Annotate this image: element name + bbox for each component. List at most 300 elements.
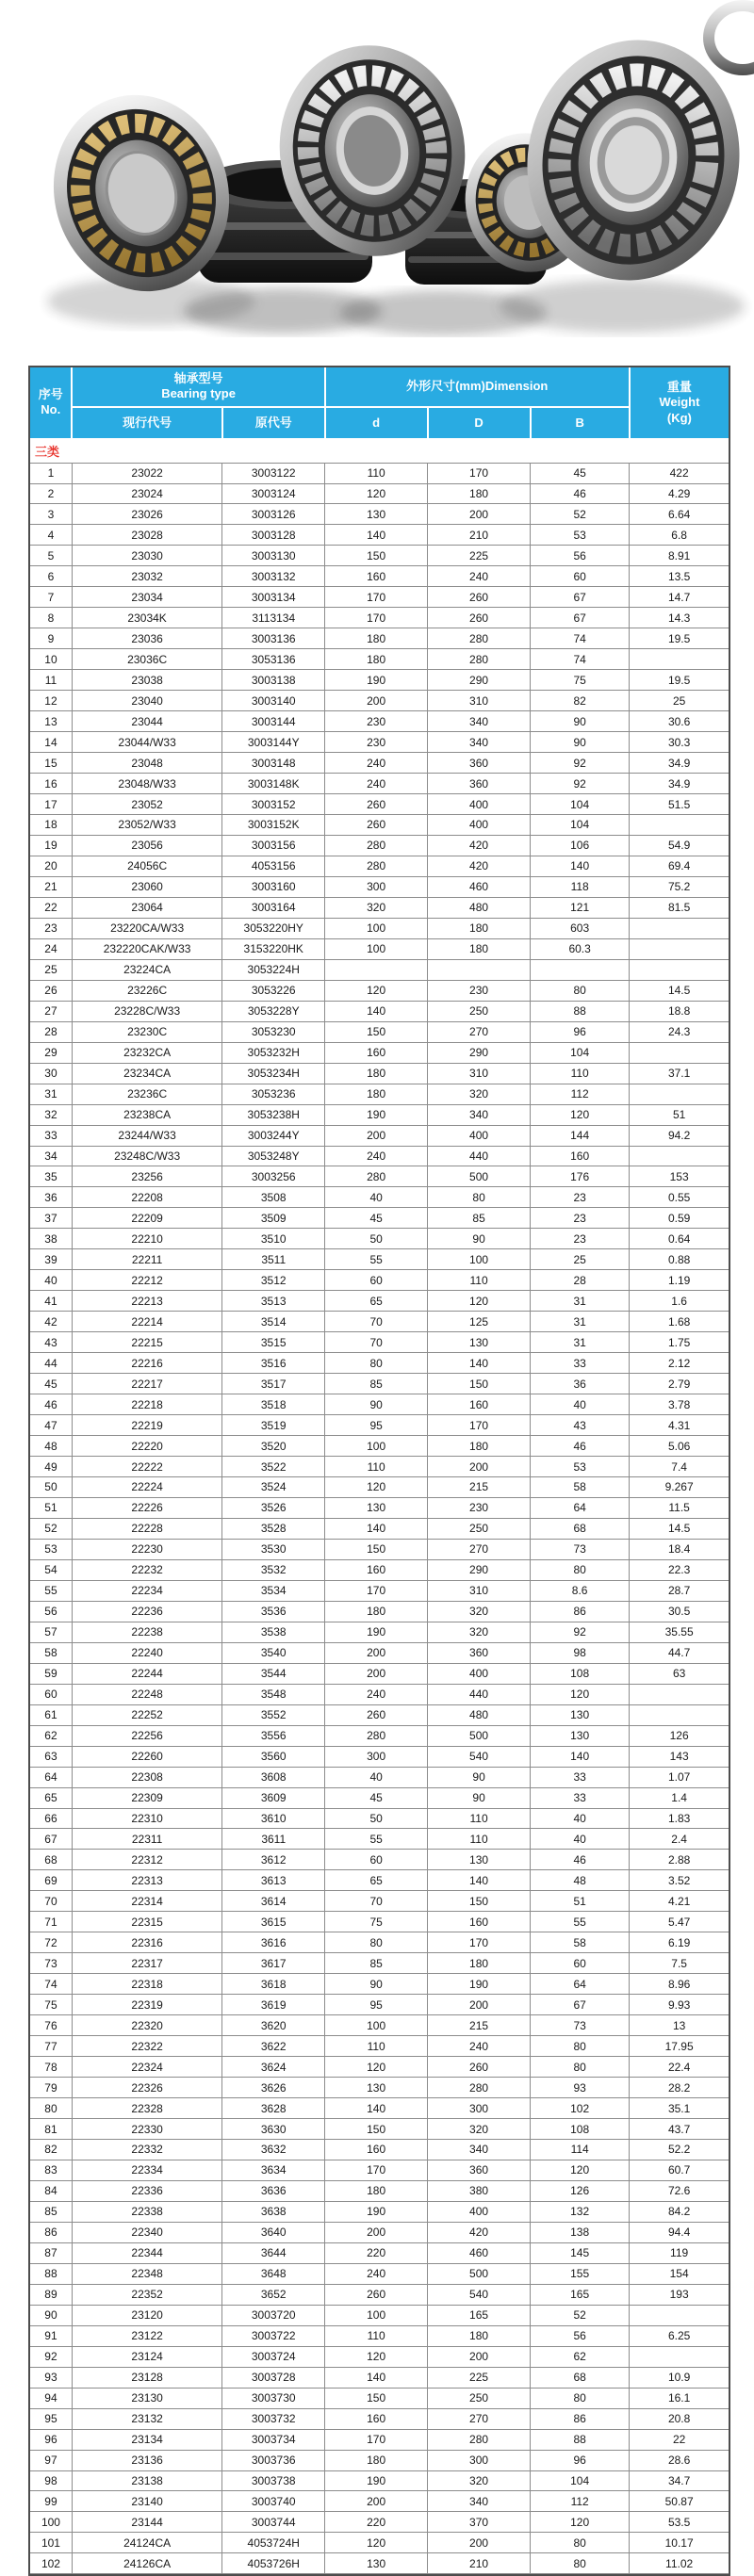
cell-d: 100 xyxy=(325,1436,428,1457)
cell-old-code: 3514 xyxy=(222,1312,325,1332)
cell-d: 150 xyxy=(325,2119,428,2140)
cell-current-code: 22208 xyxy=(72,1187,221,1208)
table-row xyxy=(30,1270,729,1291)
cell-old-code: 3512 xyxy=(222,1270,325,1291)
cell-B: 56 xyxy=(531,546,630,566)
cell-D: 210 xyxy=(428,525,531,546)
cell-no: 42 xyxy=(30,1312,72,1332)
cell-weight: 30.5 xyxy=(630,1601,729,1622)
cell-no: 53 xyxy=(30,1539,72,1559)
table-row xyxy=(30,2367,729,2388)
cell-d: 190 xyxy=(325,2201,428,2222)
cell-weight: 422 xyxy=(630,463,729,483)
cell-d: 110 xyxy=(325,2036,428,2057)
cell-D: 360 xyxy=(428,1642,531,1663)
cell-d: 300 xyxy=(325,876,428,897)
cell-D: 90 xyxy=(428,1787,531,1808)
cell-current-code: 22314 xyxy=(72,1891,221,1912)
cell-weight: 0.64 xyxy=(630,1229,729,1249)
cell-d: 120 xyxy=(325,2533,428,2553)
cell-no: 47 xyxy=(30,1415,72,1436)
cell-d: 240 xyxy=(325,1146,428,1166)
table-row xyxy=(30,2450,729,2470)
table-row xyxy=(30,794,729,815)
cell-current-code: 23224CA xyxy=(72,959,221,980)
cell-d: 240 xyxy=(325,2263,428,2284)
cell-no: 20 xyxy=(30,856,72,876)
cell-D xyxy=(428,959,531,980)
cell-old-code: 3053238H xyxy=(222,1104,325,1125)
cell-old-code: 3622 xyxy=(222,2036,325,2057)
table-row xyxy=(30,1477,729,1498)
cell-B: 98 xyxy=(531,1642,630,1663)
cell-d: 75 xyxy=(325,1912,428,1932)
cell-d: 150 xyxy=(325,2388,428,2408)
cell-old-code: 3630 xyxy=(222,2119,325,2140)
cell-d: 220 xyxy=(325,2242,428,2263)
cell-no: 62 xyxy=(30,1725,72,1746)
table-row xyxy=(30,1374,729,1394)
cell-old-code: 3613 xyxy=(222,1870,325,1891)
cell-no: 56 xyxy=(30,1601,72,1622)
cell-weight xyxy=(630,815,729,836)
cell-D: 200 xyxy=(428,504,531,525)
table-row xyxy=(30,1684,729,1704)
cell-d: 230 xyxy=(325,732,428,753)
cell-B: 120 xyxy=(531,2512,630,2533)
cell-D: 210 xyxy=(428,2553,531,2574)
cell-no: 97 xyxy=(30,2450,72,2470)
cell-old-code: 3003730 xyxy=(222,2388,325,2408)
table-row xyxy=(30,1787,729,1808)
cell-B: 176 xyxy=(531,1166,630,1187)
table-row xyxy=(30,835,729,856)
cell-current-code: 22328 xyxy=(72,2098,221,2119)
cell-d: 140 xyxy=(325,1518,428,1539)
cell-D: 165 xyxy=(428,2305,531,2325)
cell-no: 64 xyxy=(30,1767,72,1787)
cell-no: 17 xyxy=(30,794,72,815)
cell-d: 85 xyxy=(325,1953,428,1974)
cell-weight: 126 xyxy=(630,1725,729,1746)
cell-current-code: 22252 xyxy=(72,1704,221,1725)
cell-current-code: 23134 xyxy=(72,2429,221,2450)
cell-old-code: 3532 xyxy=(222,1559,325,1580)
cell-old-code: 3652 xyxy=(222,2284,325,2305)
cell-current-code: 23220CA/W33 xyxy=(72,918,221,938)
cell-weight xyxy=(630,2305,729,2325)
cell-weight: 143 xyxy=(630,1746,729,1767)
cell-weight: 4.31 xyxy=(630,1415,729,1436)
cell-no: 21 xyxy=(30,876,72,897)
cell-D: 460 xyxy=(428,876,531,897)
cell-current-code: 22234 xyxy=(72,1580,221,1601)
cell-no: 18 xyxy=(30,815,72,836)
cell-B: 33 xyxy=(531,1787,630,1808)
cell-B: 118 xyxy=(531,876,630,897)
table-row xyxy=(30,2470,729,2491)
cell-d: 180 xyxy=(325,1084,428,1104)
cell-d: 40 xyxy=(325,1187,428,1208)
cell-no: 7 xyxy=(30,587,72,608)
cell-weight: 0.59 xyxy=(630,1208,729,1229)
table-row xyxy=(30,1953,729,1974)
cell-weight: 0.55 xyxy=(630,1187,729,1208)
cell-no: 70 xyxy=(30,1891,72,1912)
header-d: d xyxy=(325,407,428,439)
cell-old-code: 3634 xyxy=(222,2160,325,2180)
cell-D: 340 xyxy=(428,2491,531,2512)
table-row xyxy=(30,1622,729,1642)
cell-current-code: 22217 xyxy=(72,1374,221,1394)
table-row xyxy=(30,2242,729,2263)
cell-d: 120 xyxy=(325,2346,428,2367)
table-row xyxy=(30,938,729,959)
cell-current-code: 23122 xyxy=(72,2325,221,2346)
cell-D: 160 xyxy=(428,1394,531,1415)
cell-no: 14 xyxy=(30,732,72,753)
cell-d: 45 xyxy=(325,1787,428,1808)
cell-B: 74 xyxy=(531,649,630,670)
cell-weight xyxy=(630,1146,729,1166)
cell-old-code: 3053228Y xyxy=(222,1001,325,1021)
cell-weight xyxy=(630,649,729,670)
cell-d: 130 xyxy=(325,2553,428,2574)
cell-B: 92 xyxy=(531,1622,630,1642)
cell-current-code: 22226 xyxy=(72,1497,221,1518)
cell-old-code: 3003124 xyxy=(222,483,325,504)
cell-old-code: 3624 xyxy=(222,2057,325,2078)
cell-B: 60 xyxy=(531,566,630,587)
cell-old-code: 3609 xyxy=(222,1787,325,1808)
cell-D: 480 xyxy=(428,1704,531,1725)
cell-d: 320 xyxy=(325,897,428,918)
header-dimension-label: 外形尺寸(mm)Dimension xyxy=(406,379,549,394)
cell-no: 69 xyxy=(30,1870,72,1891)
cell-weight: 50.87 xyxy=(630,2491,729,2512)
cell-no: 101 xyxy=(30,2533,72,2553)
cell-old-code: 3003144 xyxy=(222,711,325,732)
table-row xyxy=(30,1457,729,1477)
cell-current-code: 22212 xyxy=(72,1270,221,1291)
cell-old-code: 3524 xyxy=(222,1477,325,1498)
cell-old-code: 3003732 xyxy=(222,2408,325,2429)
cell-old-code: 3153220HK xyxy=(222,938,325,959)
cell-no: 46 xyxy=(30,1394,72,1415)
cell-old-code: 3510 xyxy=(222,1229,325,1249)
cell-current-code: 22344 xyxy=(72,2242,221,2263)
cell-current-code: 23228C/W33 xyxy=(72,1001,221,1021)
cell-current-code: 22334 xyxy=(72,2160,221,2180)
cell-old-code: 3526 xyxy=(222,1497,325,1518)
cell-current-code: 23120 xyxy=(72,2305,221,2325)
cell-no: 4 xyxy=(30,525,72,546)
cell-weight: 7.4 xyxy=(630,1457,729,1477)
cell-no: 100 xyxy=(30,2512,72,2533)
table-row xyxy=(30,2098,729,2119)
cell-old-code: 3626 xyxy=(222,2078,325,2098)
cell-d: 140 xyxy=(325,2098,428,2119)
table-row xyxy=(30,1767,729,1787)
cell-B: 90 xyxy=(531,732,630,753)
cell-current-code: 23034 xyxy=(72,587,221,608)
cell-D: 240 xyxy=(428,566,531,587)
cell-no: 49 xyxy=(30,1457,72,1477)
cell-D: 250 xyxy=(428,2388,531,2408)
table-row xyxy=(30,959,729,980)
cell-no: 99 xyxy=(30,2491,72,2512)
cell-current-code: 22218 xyxy=(72,1394,221,1415)
cell-current-code: 22216 xyxy=(72,1353,221,1374)
cell-d: 280 xyxy=(325,1725,428,1746)
cell-d: 55 xyxy=(325,1249,428,1270)
cell-weight: 1.6 xyxy=(630,1291,729,1312)
table-row xyxy=(30,2284,729,2305)
cell-current-code: 22222 xyxy=(72,1457,221,1477)
table-row xyxy=(30,918,729,938)
header-no xyxy=(30,367,72,439)
cell-D: 215 xyxy=(428,2015,531,2036)
cell-D: 150 xyxy=(428,1374,531,1394)
table-row xyxy=(30,2512,729,2533)
header-weight xyxy=(630,367,729,439)
cell-d: 160 xyxy=(325,566,428,587)
cell-no: 29 xyxy=(30,1042,72,1063)
cell-weight: 94.2 xyxy=(630,1125,729,1146)
cell-d: 280 xyxy=(325,1166,428,1187)
table-row xyxy=(30,1394,729,1415)
cell-D: 180 xyxy=(428,918,531,938)
cell-current-code: 23048 xyxy=(72,753,221,774)
cell-B: 140 xyxy=(531,1746,630,1767)
cell-weight: 24.3 xyxy=(630,1021,729,1042)
table-row xyxy=(30,504,729,525)
cell-B: 114 xyxy=(531,2140,630,2160)
cell-current-code: 22315 xyxy=(72,1912,221,1932)
table-row xyxy=(30,2222,729,2242)
cell-B: 74 xyxy=(531,628,630,649)
cell-B xyxy=(531,959,630,980)
cell-old-code: 3003724 xyxy=(222,2346,325,2367)
cell-B: 92 xyxy=(531,753,630,774)
cell-B: 8.6 xyxy=(531,1580,630,1601)
cell-current-code: 22319 xyxy=(72,1995,221,2015)
cell-current-code: 22244 xyxy=(72,1663,221,1684)
cell-d: 120 xyxy=(325,2057,428,2078)
cell-d: 130 xyxy=(325,504,428,525)
cell-D: 225 xyxy=(428,546,531,566)
cell-weight: 154 xyxy=(630,2263,729,2284)
header-no-zh: 序号 xyxy=(38,387,63,402)
cell-no: 45 xyxy=(30,1374,72,1394)
cell-d: 100 xyxy=(325,938,428,959)
cell-B: 28 xyxy=(531,1270,630,1291)
cell-weight: 37.1 xyxy=(630,1063,729,1084)
cell-old-code: 3608 xyxy=(222,1767,325,1787)
cell-d: 90 xyxy=(325,1394,428,1415)
cell-current-code: 23044 xyxy=(72,711,221,732)
cell-d: 150 xyxy=(325,1021,428,1042)
cell-old-code: 3648 xyxy=(222,2263,325,2284)
cell-D: 260 xyxy=(428,587,531,608)
cell-no: 1 xyxy=(30,463,72,483)
cell-weight: 6.19 xyxy=(630,1932,729,1953)
cell-old-code: 3548 xyxy=(222,1684,325,1704)
cell-current-code: 22210 xyxy=(72,1229,221,1249)
cell-weight: 34.9 xyxy=(630,774,729,794)
cell-no: 98 xyxy=(30,2470,72,2491)
cell-d: 100 xyxy=(325,2305,428,2325)
cell-old-code: 3003132 xyxy=(222,566,325,587)
table-row xyxy=(30,1084,729,1104)
table-row xyxy=(30,2346,729,2367)
cell-D: 420 xyxy=(428,835,531,856)
bearing-top-right-partial xyxy=(703,0,754,75)
cell-D: 540 xyxy=(428,1746,531,1767)
cell-no: 54 xyxy=(30,1559,72,1580)
cell-no: 28 xyxy=(30,1021,72,1042)
cell-weight: 1.4 xyxy=(630,1787,729,1808)
cell-B: 96 xyxy=(531,1021,630,1042)
cell-d: 130 xyxy=(325,1497,428,1518)
cell-d: 170 xyxy=(325,587,428,608)
cell-weight: 72.6 xyxy=(630,2180,729,2201)
cell-weight: 16.1 xyxy=(630,2388,729,2408)
cell-current-code: 23024 xyxy=(72,483,221,504)
cell-no: 82 xyxy=(30,2140,72,2160)
cell-B: 60 xyxy=(531,1953,630,1974)
cell-current-code: 22322 xyxy=(72,2036,221,2057)
cell-d: 150 xyxy=(325,546,428,566)
cell-B: 51 xyxy=(531,1891,630,1912)
cell-current-code: 22326 xyxy=(72,2078,221,2098)
cell-d: 160 xyxy=(325,1559,428,1580)
cell-current-code: 22352 xyxy=(72,2284,221,2305)
cell-current-code: 22238 xyxy=(72,1622,221,1642)
table-row xyxy=(30,1291,729,1312)
cell-d: 260 xyxy=(325,815,428,836)
cell-current-code: 23230C xyxy=(72,1021,221,1042)
cell-old-code: 3644 xyxy=(222,2242,325,2263)
cell-B: 73 xyxy=(531,2015,630,2036)
cell-old-code: 3538 xyxy=(222,1622,325,1642)
cell-no: 92 xyxy=(30,2346,72,2367)
cell-B: 88 xyxy=(531,2429,630,2450)
cell-B: 68 xyxy=(531,2367,630,2388)
cell-old-code: 3528 xyxy=(222,1518,325,1539)
table-row xyxy=(30,1663,729,1684)
cell-d: 170 xyxy=(325,2160,428,2180)
cell-D: 180 xyxy=(428,483,531,504)
table-row xyxy=(30,1974,729,1995)
cell-B: 60.3 xyxy=(531,938,630,959)
table-row xyxy=(30,1829,729,1850)
cell-current-code: 23060 xyxy=(72,876,221,897)
cell-current-code: 23244/W33 xyxy=(72,1125,221,1146)
cell-weight: 28.6 xyxy=(630,2450,729,2470)
cell-old-code: 3003128 xyxy=(222,525,325,546)
cell-no: 85 xyxy=(30,2201,72,2222)
table-row xyxy=(30,897,729,918)
cell-old-code: 3003140 xyxy=(222,691,325,711)
cell-B: 33 xyxy=(531,1767,630,1787)
cell-weight: 63 xyxy=(630,1663,729,1684)
cell-d: 180 xyxy=(325,2180,428,2201)
cell-weight: 8.96 xyxy=(630,1974,729,1995)
table-row xyxy=(30,1704,729,1725)
cell-d: 130 xyxy=(325,2078,428,2098)
cell-weight: 10.17 xyxy=(630,2533,729,2553)
cell-D: 85 xyxy=(428,1208,531,1229)
cell-current-code: 22336 xyxy=(72,2180,221,2201)
cell-current-code: 22330 xyxy=(72,2119,221,2140)
cell-d: 120 xyxy=(325,483,428,504)
cell-old-code: 3003160 xyxy=(222,876,325,897)
cell-B: 67 xyxy=(531,587,630,608)
cell-d: 180 xyxy=(325,1601,428,1622)
table-row xyxy=(30,2201,729,2222)
cell-no: 2 xyxy=(30,483,72,504)
cell-weight: 51 xyxy=(630,1104,729,1125)
cell-current-code: 22332 xyxy=(72,2140,221,2160)
cell-D: 170 xyxy=(428,1415,531,1436)
table-row xyxy=(30,1932,729,1953)
table-row xyxy=(30,2015,729,2036)
cell-B: 31 xyxy=(531,1312,630,1332)
cell-weight: 44.7 xyxy=(630,1642,729,1663)
cell-no: 34 xyxy=(30,1146,72,1166)
cell-current-code: 22316 xyxy=(72,1932,221,1953)
header-bearing-type xyxy=(72,367,324,407)
table-row xyxy=(30,1166,729,1187)
cell-current-code: 22311 xyxy=(72,1829,221,1850)
cell-B: 68 xyxy=(531,1518,630,1539)
cell-D: 360 xyxy=(428,753,531,774)
header-weight-en: Weight xyxy=(659,395,700,410)
cell-B: 80 xyxy=(531,2057,630,2078)
cell-B: 112 xyxy=(531,1084,630,1104)
cell-D: 500 xyxy=(428,2263,531,2284)
cell-no: 24 xyxy=(30,938,72,959)
cell-weight: 69.4 xyxy=(630,856,729,876)
cell-D: 320 xyxy=(428,2119,531,2140)
cell-weight: 22 xyxy=(630,2429,729,2450)
cell-D: 240 xyxy=(428,2036,531,2057)
cell-old-code: 3530 xyxy=(222,1539,325,1559)
cell-d: 140 xyxy=(325,2367,428,2388)
cell-old-code: 3544 xyxy=(222,1663,325,1684)
cell-no: 41 xyxy=(30,1291,72,1312)
cell-weight: 35.55 xyxy=(630,1622,729,1642)
cell-old-code: 3003722 xyxy=(222,2325,325,2346)
cell-current-code: 23036 xyxy=(72,628,221,649)
cell-B: 130 xyxy=(531,1704,630,1725)
cell-B: 120 xyxy=(531,1684,630,1704)
cell-old-code: 3552 xyxy=(222,1704,325,1725)
cell-old-code: 3003740 xyxy=(222,2491,325,2512)
cell-current-code: 22213 xyxy=(72,1291,221,1312)
cell-old-code: 3003256 xyxy=(222,1166,325,1187)
cell-B: 82 xyxy=(531,691,630,711)
cell-D: 140 xyxy=(428,1353,531,1374)
cell-weight: 6.8 xyxy=(630,525,729,546)
table-row xyxy=(30,2078,729,2098)
cell-no: 73 xyxy=(30,1953,72,1974)
cell-weight: 6.64 xyxy=(630,504,729,525)
table-row xyxy=(30,1146,729,1166)
table-row xyxy=(30,1518,729,1539)
cell-weight: 4.29 xyxy=(630,483,729,504)
